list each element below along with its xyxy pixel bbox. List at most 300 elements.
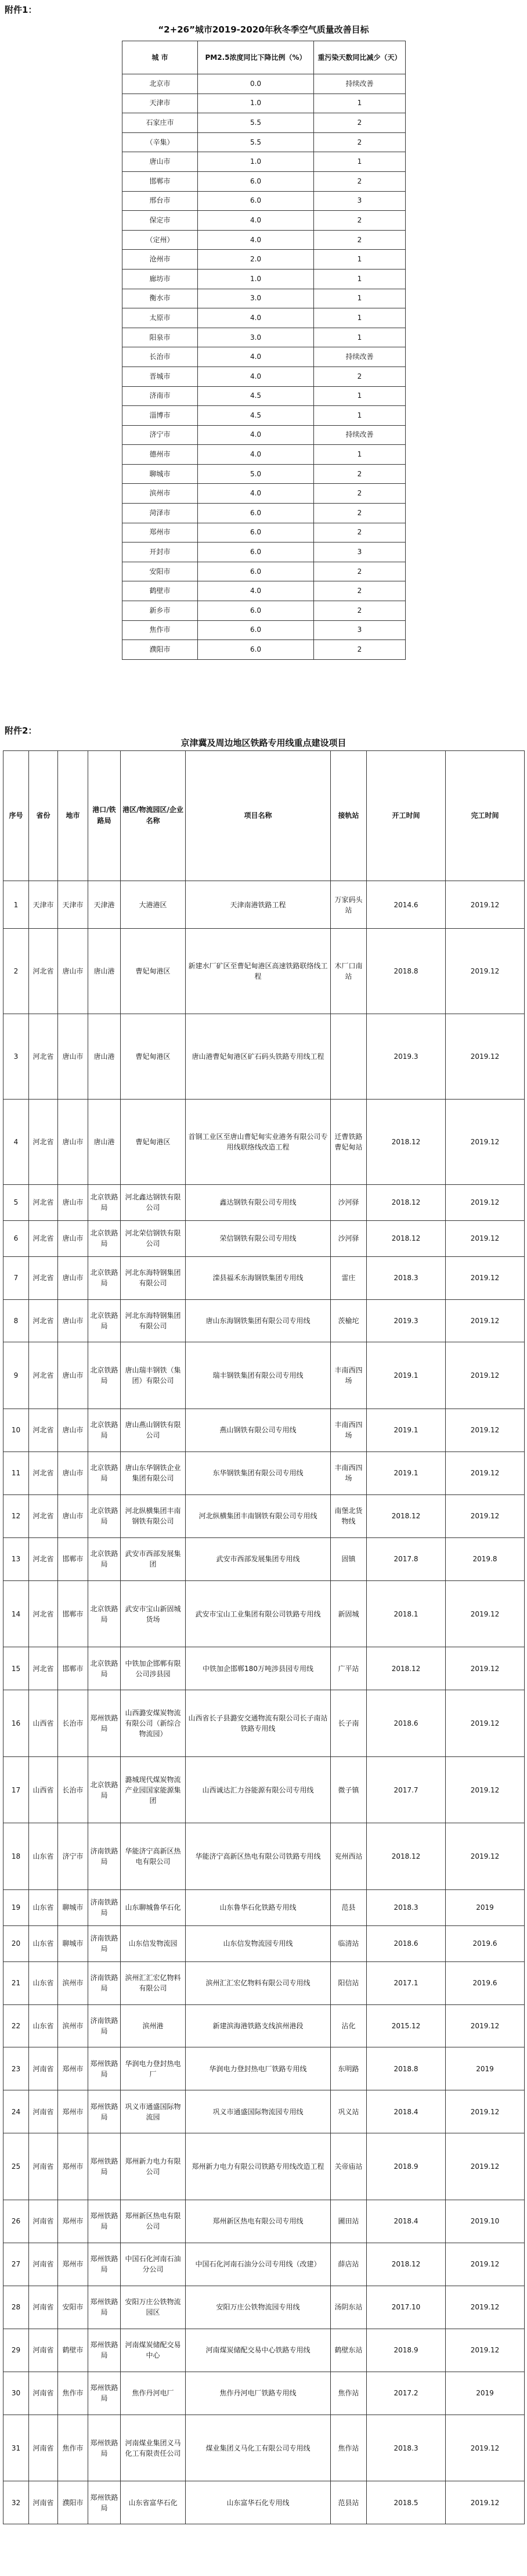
port-railway-cell: 郑州铁路局 [88,2090,121,2133]
index-cell: 21 [3,1961,29,2004]
station-cell: 焦作站 [331,2372,367,2415]
project-cell: 唐山港曹妃甸港区矿石码头铁路专用线工程 [186,1014,331,1100]
enterprise-cell: 河南煤业集团义马化工有限责任公司 [121,2415,186,2481]
end-date-cell: 2019 [446,2372,525,2415]
province-cell: 河南省 [29,2286,58,2329]
province-cell: 河南省 [29,2372,58,2415]
city-cell: 唐山市 [58,1342,88,1409]
pm25-cell: 6.0 [198,504,314,523]
heavy-pollution-cell: 1 [314,289,406,308]
province-cell: 天津市 [29,881,58,928]
port-railway-cell: 济南铁路局 [88,1889,121,1925]
city-cell: 新乡市 [122,601,198,621]
project-cell: 滦县福禾东海钢铁集团专用线 [186,1256,331,1299]
city-cell: 淄博市 [122,406,198,426]
city-cell: 唐山市 [58,1220,88,1256]
start-date-cell: 2018.4 [367,2090,446,2133]
heavy-pollution-cell: 2 [314,640,406,660]
pm25-cell: 5.5 [198,113,314,133]
enterprise-cell: 唐山东华钢铁企业集团有限公司 [121,1452,186,1494]
table-row [122,269,406,289]
city-cell: 濮阳市 [58,2481,88,2524]
city-cell: 濮阳市 [122,640,198,660]
station-cell: 万家码头站 [331,881,367,928]
station-cell: 阳信站 [331,1961,367,2004]
project-cell: 山东富华石化专用线 [186,2481,331,2524]
city-cell: 焦作市 [58,2372,88,2415]
province-cell: 河南省 [29,2481,58,2524]
project-cell: 河北纵横集团丰南钢铁有限公司专用线 [186,1494,331,1537]
heavy-pollution-cell: 2 [314,211,406,231]
port-railway-cell: 郑州铁路局 [88,2047,121,2090]
project-cell: 武安市宝山工业集团有限公司铁路专用线 [186,1580,331,1647]
city-cell: 邢台市 [122,191,198,211]
port-railway-cell: 北京铁路局 [88,1299,121,1342]
index-cell: 12 [3,1494,29,1537]
city-cell: 滨州市 [58,2004,88,2047]
pm25-cell: 5.0 [198,464,314,484]
end-date-cell: 2019.12 [446,2133,525,2200]
start-date-cell: 2018.1 [367,1580,446,1647]
index-cell: 32 [3,2481,29,2524]
station-cell: 固镇 [331,1537,367,1580]
index-cell: 20 [3,1925,29,1961]
project-cell: 武安市西部发展集团专用线 [186,1537,331,1580]
city-cell: 邯郸市 [58,1647,88,1690]
start-date-cell: 2017.2 [367,2372,446,2415]
heavy-pollution-cell: 2 [314,504,406,523]
project-cell: 燕山钢铁有限公司专用线 [186,1409,331,1452]
table-row [122,289,406,308]
city-cell: 保定市 [122,211,198,231]
project-cell: 中国石化河南石油分公司专用线（改建） [186,2243,331,2286]
heavy-pollution-cell: 1 [314,406,406,426]
province-cell: 山东省 [29,1925,58,1961]
station-cell [331,1014,367,1100]
end-date-cell: 2019.12 [446,1409,525,1452]
project-cell: 华润电力登封热电厂铁路专用线 [186,2047,331,2090]
railway-projects-table [3,750,525,2524]
index-cell: 30 [3,2372,29,2415]
start-date-cell: 2019.3 [367,1014,446,1100]
end-date-cell: 2019.12 [446,1014,525,1100]
province-cell: 河北省 [29,1342,58,1409]
pm25-cell: 2.0 [198,250,314,270]
port-railway-cell: 唐山港 [88,1099,121,1184]
station-cell: 新固城 [331,1580,367,1647]
port-railway-cell: 北京铁路局 [88,1184,121,1220]
table-row [3,1452,525,1494]
end-date-cell: 2019.12 [446,1690,525,1757]
end-date-cell: 2019.12 [446,2090,525,2133]
index-cell: 19 [3,1889,29,1925]
start-date-cell: 2018.8 [367,2047,446,2090]
project-cell: 郑州新力电力有限公司铁路专用线改造工程 [186,2133,331,2200]
end-date-cell: 2019.12 [446,1452,525,1494]
table-row [3,2004,525,2047]
city-cell: 郑州市 [58,2200,88,2243]
table-row [3,2243,525,2286]
pm25-cell: 4.0 [198,211,314,231]
enterprise-cell: 河南煤炭储配交易中心 [121,2329,186,2372]
project-cell: 安阳万庄公铁物流园专用线 [186,2286,331,2329]
table-row [3,2286,525,2329]
end-date-cell: 2019.12 [446,929,525,1014]
port-railway-cell: 郑州铁路局 [88,2286,121,2329]
start-date-cell: 2018.6 [367,1690,446,1757]
city-cell: 济南市 [122,386,198,406]
table-row [3,2047,525,2090]
city-cell: 郑州市 [58,2243,88,2286]
end-date-cell: 2019.12 [446,1494,525,1537]
table-row [122,386,406,406]
header-index: 序号 [3,751,29,881]
index-cell: 27 [3,2243,29,2286]
station-cell: 长子南 [331,1690,367,1757]
port-railway-cell: 北京铁路局 [88,1220,121,1256]
table-row [122,171,406,191]
table-row [122,367,406,386]
enterprise-cell: 华能济宁高新区热电有限公司 [121,1823,186,1890]
end-date-cell: 2019.12 [446,2415,525,2481]
table-row [3,1299,525,1342]
city-cell: 唐山市 [58,1409,88,1452]
attachment2-title: 京津冀及周边地区铁路专用线重点建设项目 [181,738,346,748]
enterprise-cell: 唐山瑞丰钢铁（集团）有限公司 [121,1342,186,1409]
enterprise-cell: 潞城现代煤炭物流产业园国家能源集团 [121,1756,186,1823]
port-railway-cell: 济南铁路局 [88,1823,121,1890]
project-cell: 新建滨海港铁路支线滨州港段 [186,2004,331,2047]
index-cell: 17 [3,1756,29,1823]
station-cell: 薛店站 [331,2243,367,2286]
index-cell: 25 [3,2133,29,2200]
station-cell: 沾化 [331,2004,367,2047]
index-cell: 5 [3,1184,29,1220]
table-row [3,1537,525,1580]
table-row [122,484,406,504]
heavy-pollution-cell: 3 [314,620,406,640]
index-cell: 2 [3,929,29,1014]
province-cell: 河南省 [29,2133,58,2200]
table-row [122,542,406,562]
pm25-cell: 6.0 [198,601,314,621]
city-cell: 郑州市 [58,2090,88,2133]
pm25-cell: 4.0 [198,367,314,386]
city-cell: 唐山市 [58,1452,88,1494]
port-railway-cell: 北京铁路局 [88,1452,121,1494]
enterprise-cell: 河北东海特钢集团有限公司 [121,1256,186,1299]
start-date-cell: 2018.12 [367,1494,446,1537]
city-cell: 长治市 [122,347,198,367]
start-date-cell: 2018.12 [367,1184,446,1220]
table-row [3,1690,525,1757]
city-cell: 长治市 [58,1756,88,1823]
project-cell: 巩义市通盛国际物流园专用线 [186,2090,331,2133]
station-cell: 雷庄 [331,1256,367,1299]
table-row [3,2329,525,2372]
pm25-cell: 4.0 [198,425,314,445]
attachment1-label: 附件1： [5,5,37,15]
station-cell: 鹤壁东站 [331,2329,367,2372]
end-date-cell: 2019.12 [446,1342,525,1409]
table-row [3,1961,525,2004]
index-cell: 11 [3,1452,29,1494]
pm25-cell: 6.0 [198,562,314,581]
city-cell: 鹤壁市 [58,2329,88,2372]
enterprise-cell: 曹妃甸港区 [121,929,186,1014]
end-date-cell: 2019.12 [446,1580,525,1647]
table-row [122,94,406,113]
project-cell: 天津南港铁路工程 [186,881,331,928]
city-cell: 聊城市 [58,1925,88,1961]
table-row [122,191,406,211]
table-row [3,1184,525,1220]
port-railway-cell: 郑州铁路局 [88,2133,121,2200]
port-railway-cell: 郑州铁路局 [88,1690,121,1757]
station-cell: 巩义站 [331,2090,367,2133]
station-cell: 沙河驿 [331,1184,367,1220]
table-row [3,1409,525,1452]
project-cell: 郑州新区热电有限公司专用线 [186,2200,331,2243]
index-cell: 24 [3,2090,29,2133]
table-row [3,929,525,1014]
station-cell: 临清站 [331,1925,367,1961]
heavy-pollution-cell: 2 [314,484,406,504]
end-date-cell: 2019.12 [446,2329,525,2372]
end-date-cell: 2019.12 [446,1099,525,1184]
pm25-cell: 4.0 [198,484,314,504]
city-cell: （定州） [122,230,198,250]
project-cell: 山西省长子县潞安交通物流有限公司长子南站铁路专用线 [186,1690,331,1757]
pm25-cell: 5.5 [198,132,314,152]
port-railway-cell: 济南铁路局 [88,1925,121,1961]
heavy-pollution-cell: 1 [314,328,406,347]
city-cell: 鹤壁市 [122,581,198,601]
table-row [3,2415,525,2481]
table-row [122,211,406,231]
start-date-cell: 2018.4 [367,2200,446,2243]
station-cell: 广平站 [331,1647,367,1690]
end-date-cell: 2019.12 [446,1823,525,1890]
heavy-pollution-cell: 2 [314,523,406,542]
header-province: 省份 [29,751,58,881]
city-cell: 石家庄市 [122,113,198,133]
enterprise-cell: 郑州新区热电有限公司 [121,2200,186,2243]
project-cell: 新建水厂矿区至曹妃甸港区高速铁路联络线工程 [186,929,331,1014]
table-row [122,620,406,640]
table-row [3,1220,525,1256]
index-cell: 14 [3,1580,29,1647]
station-cell: 茨榆坨 [331,1299,367,1342]
city-cell: 焦作市 [58,2415,88,2481]
city-cell: 长治市 [58,1690,88,1757]
start-date-cell: 2017.1 [367,1961,446,2004]
index-cell: 8 [3,1299,29,1342]
city-cell: 开封市 [122,542,198,562]
project-cell: 荣信钢铁有限公司专用线 [186,1220,331,1256]
port-railway-cell: 郑州铁路局 [88,2243,121,2286]
pm25-cell: 4.0 [198,308,314,328]
end-date-cell: 2019.12 [446,1756,525,1823]
header-end: 完工时间 [446,751,525,881]
enterprise-cell: 巩义市通盛国际物流园 [121,2090,186,2133]
city-cell: 唐山市 [58,1494,88,1537]
project-cell: 唐山东海钢铁集团有限公司专用线 [186,1299,331,1342]
city-cell: 唐山市 [58,929,88,1014]
table-row [3,1647,525,1690]
city-cell: 滨州市 [122,484,198,504]
station-cell: 东明路 [331,2047,367,2090]
start-date-cell: 2018.9 [367,2133,446,2200]
station-cell: 范县站 [331,2481,367,2524]
index-cell: 6 [3,1220,29,1256]
start-date-cell: 2019.1 [367,1409,446,1452]
index-cell: 7 [3,1256,29,1299]
end-date-cell: 2019.12 [446,1647,525,1690]
start-date-cell: 2018.3 [367,1889,446,1925]
heavy-pollution-cell: 1 [314,445,406,465]
heavy-pollution-cell: 1 [314,94,406,113]
heavy-pollution-cell: 1 [314,250,406,270]
enterprise-cell: 山西潞安煤炭物流有限公司（新综合物流园） [121,1690,186,1757]
table-row [3,1756,525,1823]
station-cell: 范县 [331,1889,367,1925]
index-cell: 22 [3,2004,29,2047]
start-date-cell: 2018.3 [367,2415,446,2481]
table-row [3,2200,525,2243]
start-date-cell: 2018.12 [367,1823,446,1890]
end-date-cell: 2019.12 [446,2286,525,2329]
province-cell: 河南省 [29,2090,58,2133]
table-row [122,74,406,94]
port-railway-cell: 北京铁路局 [88,1494,121,1537]
province-cell: 河北省 [29,1409,58,1452]
heavy-pollution-cell: 2 [314,464,406,484]
table-row [3,1494,525,1537]
heavy-pollution-cell: 2 [314,581,406,601]
enterprise-cell: 滨州汇汇宏亿物料有限公司 [121,1961,186,2004]
heavy-pollution-cell: 2 [314,230,406,250]
port-railway-cell: 唐山港 [88,1014,121,1100]
start-date-cell: 2019.1 [367,1342,446,1409]
start-date-cell: 2019.1 [367,1452,446,1494]
station-cell: 丰南西四场 [331,1409,367,1452]
end-date-cell: 2019.12 [446,1220,525,1256]
station-cell: 沙河驿 [331,1220,367,1256]
header-enterprise: 港区/物流园区/企业名称 [121,751,186,881]
city-cell: 安阳市 [58,2286,88,2329]
enterprise-cell: 河北纵横集团丰南钢铁有限公司 [121,1494,186,1537]
start-date-cell: 2018.12 [367,2243,446,2286]
project-cell: 鑫达钢铁有限公司专用线 [186,1184,331,1220]
province-cell: 河南省 [29,2243,58,2286]
table-row [122,250,406,270]
province-cell: 河北省 [29,1452,58,1494]
port-railway-cell: 天津港 [88,881,121,928]
port-railway-cell: 北京铁路局 [88,1647,121,1690]
index-cell: 28 [3,2286,29,2329]
city-cell: 菏泽市 [122,504,198,523]
province-cell: 河北省 [29,1256,58,1299]
port-railway-cell: 济南铁路局 [88,1961,121,2004]
table-row [3,1889,525,1925]
province-cell: 山东省 [29,1961,58,2004]
index-cell: 31 [3,2415,29,2481]
port-railway-cell: 唐山港 [88,929,121,1014]
start-date-cell: 2014.6 [367,881,446,928]
city-cell: 聊城市 [122,464,198,484]
pm25-cell: 4.5 [198,406,314,426]
pm25-cell: 3.0 [198,328,314,347]
port-railway-cell: 北京铁路局 [88,1409,121,1452]
heavy-pollution-cell: 持续改善 [314,74,406,94]
province-cell: 河北省 [29,1184,58,1220]
heavy-pollution-cell: 2 [314,171,406,191]
city-cell: 晋城市 [122,367,198,386]
table-row [122,445,406,465]
city-cell: 邯郸市 [58,1537,88,1580]
table-row [122,523,406,542]
table-row [122,425,406,445]
city-cell: 焦作市 [122,620,198,640]
pm25-cell: 1.0 [198,152,314,172]
start-date-cell: 2018.3 [367,1256,446,1299]
city-cell: （辛集） [122,132,198,152]
end-date-cell: 2019.6 [446,1925,525,1961]
port-railway-cell: 北京铁路局 [88,1256,121,1299]
heavy-pollution-cell: 2 [314,113,406,133]
air-quality-target-table [122,41,406,660]
table-header-row [3,751,525,881]
table-row [122,152,406,172]
enterprise-cell: 山东信发物流园 [121,1925,186,1961]
heavy-pollution-cell: 2 [314,562,406,581]
project-cell: 山东信发物流园专用线 [186,1925,331,1961]
start-date-cell: 2019.3 [367,1299,446,1342]
station-cell: 汤阴东站 [331,2286,367,2329]
pm25-cell: 1.0 [198,269,314,289]
attachment2-label: 附件2： [5,725,37,736]
province-cell: 山西省 [29,1756,58,1823]
index-cell: 3 [3,1014,29,1100]
enterprise-cell: 山东省富华石化 [121,2481,186,2524]
pm25-cell: 6.0 [198,640,314,660]
heavy-pollution-cell: 3 [314,542,406,562]
table-row [3,1342,525,1409]
enterprise-cell: 武安市西部发展集团 [121,1537,186,1580]
table-row [3,2090,525,2133]
index-cell: 26 [3,2200,29,2243]
table-row [122,132,406,152]
start-date-cell: 2018.12 [367,1647,446,1690]
port-railway-cell: 郑州铁路局 [88,2372,121,2415]
pm25-cell: 3.0 [198,289,314,308]
city-cell: 郑州市 [58,2047,88,2090]
index-cell: 13 [3,1537,29,1580]
heavy-pollution-cell: 1 [314,152,406,172]
end-date-cell: 2019 [446,1889,525,1925]
city-cell: 天津市 [122,94,198,113]
enterprise-cell: 河北鑫达钢铁有限公司 [121,1184,186,1220]
station-cell: 圃田站 [331,2200,367,2243]
table-row [122,406,406,426]
city-cell: 聊城市 [58,1889,88,1925]
station-cell: 兖州西站 [331,1823,367,1890]
header-city: 地市 [58,751,88,881]
province-cell: 河北省 [29,1647,58,1690]
enterprise-cell: 山东聊城鲁华石化 [121,1889,186,1925]
province-cell: 山东省 [29,1823,58,1890]
